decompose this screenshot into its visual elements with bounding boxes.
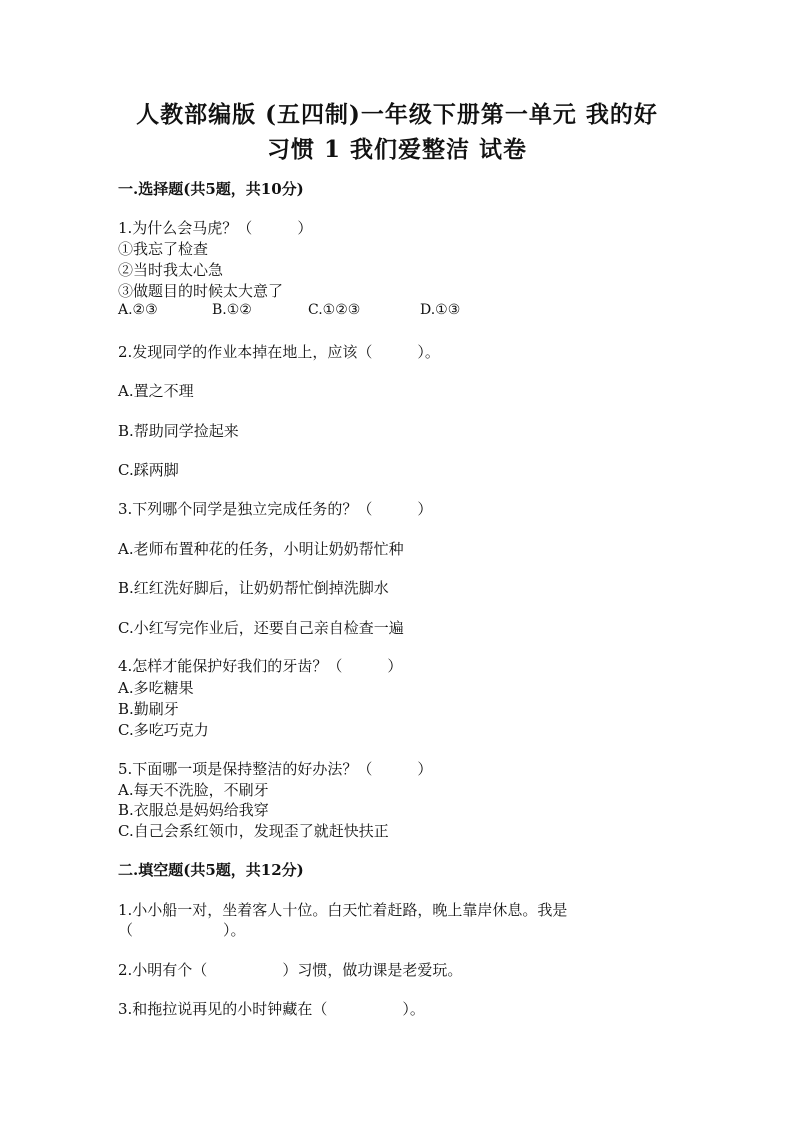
question-1-item-1: ①我忘了检查 bbox=[118, 240, 209, 258]
page-title-line-1: 人教部编版 (五四制)一年级下册第一单元 我的好 bbox=[136, 101, 658, 128]
question-5-option-a: A.每天不洗脸，不刷牙 bbox=[118, 781, 269, 799]
option-b: B.①② bbox=[212, 302, 252, 318]
fill-1-line-1: 1.小小船一对，坐着客人十位。白天忙着赶路，晚上靠岸休息。我是 bbox=[118, 901, 568, 919]
question-2-stem: 2.发现同学的作业本掉在地上，应该（ ）。 bbox=[118, 343, 440, 361]
question-1-stem: 1.为什么会马虎？（ ） bbox=[118, 219, 313, 237]
question-1-options bbox=[118, 302, 460, 318]
question-3-option-c: C.小红写完作业后，还要自己亲自检查一遍 bbox=[118, 619, 404, 637]
question-4-stem: 4.怎样才能保护好我们的牙齿？（ ） bbox=[118, 657, 403, 675]
question-3-stem: 3.下列哪个同学是独立完成任务的？（ ） bbox=[118, 500, 433, 518]
section-heading-fill: 二.填空题(共5题，共12分) bbox=[118, 861, 304, 879]
question-4-option-c: C.多吃巧克力 bbox=[118, 721, 209, 739]
question-2-option-b: B.帮助同学捡起来 bbox=[118, 422, 239, 440]
question-3-option-b: B.红红洗好脚后，让奶奶帮忙倒掉洗脚水 bbox=[118, 579, 389, 597]
fill-1-line-2: （ ）。 bbox=[118, 921, 246, 939]
question-4-option-b: B.勤刷牙 bbox=[118, 700, 179, 718]
question-5-stem: 5.下面哪一项是保持整洁的好办法？（ ） bbox=[118, 760, 433, 778]
question-1-item-3: ③做题目的时候太大意了 bbox=[118, 282, 284, 300]
fill-2: 2.小明有个（ ）习惯，做功课是老爱玩。 bbox=[118, 961, 463, 979]
section-heading-choice: 一.选择题(共5题，共10分) bbox=[118, 180, 304, 198]
option-c: C.①②③ bbox=[308, 302, 361, 318]
question-2-option-a: A.置之不理 bbox=[118, 382, 194, 400]
page-title-line-2: 习惯 1 我们爱整洁 试卷 bbox=[266, 136, 528, 163]
option-d: D.①③ bbox=[420, 302, 461, 318]
question-2-option-c: C.踩两脚 bbox=[118, 461, 179, 479]
fill-3: 3.和拖拉说再见的小时钟藏在（ ）。 bbox=[118, 1000, 425, 1018]
question-4-option-a: A.多吃糖果 bbox=[118, 679, 194, 697]
option-a: A.②③ bbox=[118, 302, 158, 318]
question-3-option-a: A.老师布置种花的任务，小明让奶奶帮忙种 bbox=[118, 540, 404, 558]
question-1-item-2: ②当时我太心急 bbox=[118, 261, 224, 279]
question-5-option-c: C.自己会系红领巾，发现歪了就赶快扶正 bbox=[118, 822, 389, 840]
question-5-option-b: B.衣服总是妈妈给我穿 bbox=[118, 801, 269, 819]
